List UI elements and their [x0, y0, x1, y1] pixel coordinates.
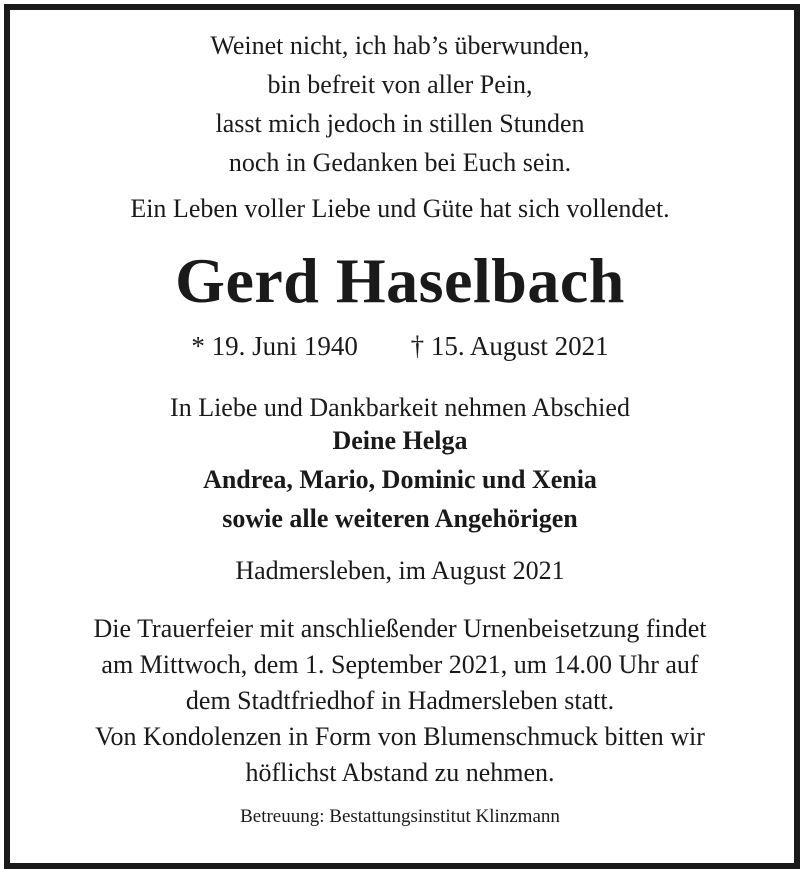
service-line: Die Trauerfeier mit anschließender Urnenbeisetzung findet — [93, 614, 707, 643]
deceased-name: Gerd Haselbach — [175, 245, 625, 316]
mourner-line: Andrea, Mario, Dominic und Xenia — [203, 465, 597, 494]
poem-line: noch in Gedanken bei Euch sein. — [228, 148, 572, 177]
service-info — [0, 611, 800, 791]
death-date: † 15. August 2021 — [410, 331, 609, 361]
mourner-line: Deine Helga — [332, 426, 468, 455]
service-line: Von Kondolenzen in Form von Blumenschmuck bitten wir — [95, 722, 705, 751]
mourners-list — [0, 421, 800, 538]
poem — [0, 26, 800, 182]
life-dates — [0, 331, 800, 362]
poem-line: bin befreit von aller Pein, — [267, 70, 533, 99]
birth-date: * 19. Juni 1940 — [191, 331, 358, 361]
poem-line: lasst mich jedoch in stillen Stunden — [215, 109, 585, 138]
place-date: Hadmersleben, im August 2021 — [235, 556, 565, 585]
mourners-intro: In Liebe und Dankbarkeit nehmen Abschied — [170, 393, 630, 422]
service-line: am Mittwoch, dem 1. September 2021, um 14.00 Uhr auf — [101, 650, 699, 679]
service-line: dem Stadtfriedhof in Hadmersleben statt. — [185, 686, 615, 715]
poem-line: Weinet nicht, ich hab’s überwunden, — [210, 31, 590, 60]
funeral-home-credit: Betreuung: Bestattungsinstitut Klinzmann — [240, 806, 560, 827]
subtitle: Ein Leben voller Liebe und Güte hat sich vollendet. — [130, 194, 670, 223]
mourner-line: sowie alle weiteren Angehörigen — [222, 504, 578, 533]
service-line: höflichst Abstand zu nehmen. — [245, 758, 555, 787]
